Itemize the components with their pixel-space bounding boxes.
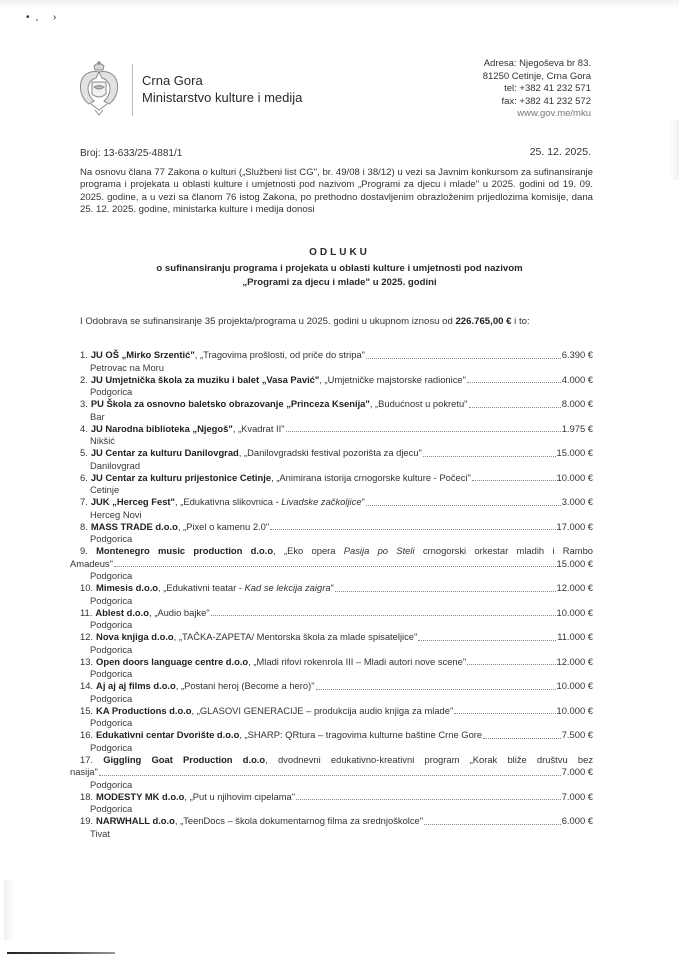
item-line: [80, 582, 593, 595]
leader-dots: [424, 824, 561, 825]
project-title-italic: Pasija po Steli: [343, 545, 415, 556]
approval-prefix: I Odobrava se sufinansiranje 35 projekta/programa u 2025. godini u ukupnom iznosu od: [80, 316, 456, 327]
list-item: [80, 521, 593, 546]
city: Tivat: [90, 827, 110, 839]
website-link[interactable]: www.gov.me/mku: [517, 108, 591, 119]
item-number: 17.: [80, 753, 94, 765]
amount: 11.000 €: [557, 631, 593, 642]
amount: 1.975 €: [561, 422, 593, 434]
project-title: , „GLASOVI GENERACIJE – produkcija audio knjiga za mlade": [191, 704, 454, 716]
item-line: [80, 631, 593, 644]
project-description: [158, 582, 334, 595]
decision-title: ODLUKU: [309, 247, 370, 258]
list-item: [80, 815, 593, 840]
organization: Aj aj aj films d.o.o: [96, 680, 176, 691]
item-number: 10.: [80, 582, 94, 593]
list-item: [80, 631, 593, 656]
project-title-end: ": [330, 582, 334, 593]
city: Podgorica: [90, 668, 133, 679]
project-title: , „TeenDocs – škola dokumentarnog filma za srednjoškolce": [174, 815, 424, 826]
project-description: [239, 447, 422, 460]
leader-dots: [114, 566, 556, 567]
leader-dots: [335, 591, 556, 592]
city: Podgorica: [90, 619, 133, 630]
item-number: 2.: [80, 373, 88, 385]
leader-dots: [467, 382, 561, 383]
organization: MODESTY MK d.o.o: [96, 790, 185, 802]
item-line: [80, 607, 593, 620]
project-description: [184, 791, 295, 804]
item-number: 6.: [80, 471, 88, 483]
project-description: [174, 631, 418, 644]
intro-paragraph: Na osnovu člana 77 Zakona o kulturi („Službeni list CG", br. 49/08 i 38/12) u vezi sa Javnim konkursom za sufinansiranje programa i projekata u oblasti kulture i umjetnosti pod nazivom „Programi za djecu i mlade" u 2025. godini od 19. 09. 2025. godine, a u vezi sa članom 76 istog Zakona, po prethodno dostavljenim obrazloženim prijedlozima komisije, dana 25. 12. 2025. godine, ministarka kulture i medija donosi: [80, 167, 593, 216]
item-number: 1.: [80, 349, 88, 360]
leader-dots: [366, 505, 561, 506]
fax-line: fax: +382 41 232 572: [501, 95, 591, 107]
organization: Ablest d.o.o: [95, 606, 149, 618]
list-item: [80, 496, 593, 521]
approval-total: 226.765,00 €: [455, 316, 512, 327]
organization: PU Škola za osnovno baletsko obrazovanje „Princeza Ksenija": [90, 398, 370, 409]
leader-dots: [211, 615, 556, 616]
item-line: [80, 656, 593, 669]
list-item: [80, 472, 593, 497]
funded-projects-list: [70, 349, 594, 840]
amount: 6.000 €: [561, 815, 593, 826]
leader-dots: [418, 640, 556, 641]
list-item: [80, 705, 593, 730]
city: Nikšić: [90, 435, 115, 446]
address-line: Adresa: Njegoševa br 83.: [483, 58, 591, 69]
item-line: [80, 374, 593, 387]
list-item: [80, 398, 593, 423]
project-description: [176, 680, 315, 693]
ministry-name: Ministarstvo kulture i medija: [142, 90, 303, 105]
amount: 10.000 €: [556, 704, 593, 716]
project-title: , „Danilovgradski festival pozorišta za djecu": [238, 447, 422, 458]
project-title: , „Mladi rifovi rokenrola III – Mladi autori nove scene": [248, 655, 467, 667]
amount: 10.000 €: [556, 471, 593, 483]
item-line: [80, 521, 593, 534]
item-number: 18.: [80, 790, 94, 802]
project-title-end: crnogorski orkestar mladih i Rambo: [414, 545, 594, 556]
item-line: [80, 545, 593, 558]
amount: 15.000 €: [556, 557, 593, 569]
organization: Edukativni centar Dvorište d.o.o: [96, 729, 240, 740]
list-item: [70, 545, 594, 582]
item-line: [80, 754, 593, 767]
item-line: [80, 447, 593, 460]
item-line: [80, 791, 593, 804]
city: Podgorica: [90, 533, 133, 544]
decision-subtitle-2: „Programi za djecu i mlade" u 2025. godini: [242, 277, 437, 288]
project-description: [370, 398, 468, 411]
item-line: [80, 398, 593, 411]
city: Podgorica: [90, 717, 133, 728]
country-name: Crna Gora: [142, 73, 203, 88]
organization: Nova knjiga d.o.o: [96, 631, 174, 642]
approval-statement: [80, 316, 530, 327]
amount: 7.000 €: [561, 766, 593, 777]
leader-dots: [423, 456, 556, 457]
list-item: [80, 607, 593, 632]
item-number: 8.: [80, 520, 88, 532]
project-description: [195, 349, 365, 362]
item-number: 15.: [80, 704, 94, 716]
project-description: [233, 423, 285, 436]
item-line: [80, 423, 593, 436]
item-line: [80, 705, 593, 718]
project-description: [271, 472, 471, 485]
item-number: 19.: [80, 815, 94, 826]
city: Podgorica: [90, 741, 133, 753]
organization: JU Umjetnička škola za muziku i balet „Vasa Pavić": [90, 373, 320, 385]
amount: 17.000 €: [556, 520, 593, 532]
document-date: 25. 12. 2025.: [529, 146, 591, 158]
leader-dots: [454, 713, 555, 714]
amount: 3.000 €: [561, 496, 593, 507]
leader-dots: [286, 431, 561, 432]
project-title: , „Umjetničke majstorske radionice": [319, 373, 466, 385]
organization: Open doors language centre d.o.o: [96, 655, 249, 667]
city: Danilovgrad: [90, 459, 141, 471]
item-line: [80, 472, 593, 485]
leader-dots: [472, 480, 556, 481]
city: Bar: [90, 410, 105, 422]
leader-dots: [469, 407, 561, 408]
city: Podgorica: [90, 803, 133, 814]
list-item: [80, 374, 593, 399]
item-line: [80, 680, 593, 693]
item-number: 12.: [80, 631, 94, 642]
item-number: 4.: [80, 422, 88, 434]
item-number: 9.: [80, 545, 88, 556]
organization: NARWHALL d.o.o: [96, 815, 175, 826]
project-description: [175, 815, 423, 828]
scan-edge-bottom: [7, 952, 115, 954]
item-number: 13.: [80, 655, 94, 667]
item-number: 14.: [80, 680, 94, 691]
organization: JU OŠ „Mirko Srzentić": [90, 349, 195, 360]
city: Podgorica: [90, 386, 133, 397]
project-title-continued: nasija": [70, 766, 98, 777]
amount: 7.000 €: [561, 790, 593, 802]
city: Podgorica: [90, 643, 133, 655]
leader-dots: [366, 358, 561, 359]
item-line: [80, 815, 593, 828]
item-number: 11.: [80, 606, 93, 618]
item-line-continued: [70, 766, 593, 779]
amount: 6.390 €: [561, 349, 593, 360]
organization: JU Centar za kulturu Danilovgrad: [90, 447, 239, 458]
organization-block: [142, 72, 302, 106]
organization: Montenegro music production d.o.o: [96, 545, 274, 556]
scan-edge-left: [4, 880, 14, 940]
scan-edge-top: [0, 0, 679, 8]
amount: 12.000 €: [556, 582, 593, 593]
header-divider: [132, 64, 133, 116]
city: Podgorica: [90, 594, 133, 606]
list-item: [80, 582, 593, 607]
list-item: [80, 423, 593, 448]
city: Herceg Novi: [90, 508, 142, 520]
project-title: , „Audio bajke": [149, 606, 210, 618]
leader-dots: [99, 775, 561, 776]
organization: JU Narodna biblioteka „Njegoš": [90, 422, 233, 434]
organization: Giggling Goat Production d.o.o: [103, 753, 266, 765]
city: Podgorica: [90, 692, 133, 704]
item-number: 3.: [80, 398, 88, 409]
project-description: [178, 521, 269, 534]
city: Podgorica: [90, 570, 133, 581]
leader-dots: [296, 799, 561, 800]
project-title-italic: Livadske začkoljice: [281, 496, 362, 507]
city: Petrovac na Moru: [90, 361, 164, 373]
project-title: , „Tragovima prošlosti, od priče do stripa": [194, 349, 366, 360]
project-description: [319, 374, 466, 387]
project-title: , „Edukativni teatar -: [158, 582, 245, 593]
leader-dots: [270, 529, 555, 530]
phone-line: tel: +382 41 232 571: [504, 83, 591, 94]
project-description: [175, 496, 365, 509]
amount: 10.000 €: [556, 680, 593, 691]
organization: JU Centar za kulturu prijestonice Cetinje: [90, 471, 272, 483]
project-title: , „Kvadrat II": [232, 422, 285, 434]
approval-suffix: i to:: [511, 316, 530, 327]
scan-marks: •, ›: [26, 12, 63, 23]
amount: 8.000 €: [561, 398, 593, 409]
project-title-end: ": [361, 496, 365, 507]
project-title-continued: Amadeus": [70, 557, 113, 569]
amount: 4.000 €: [561, 373, 593, 385]
contact-block: [483, 58, 591, 121]
list-item: [70, 753, 594, 791]
scan-edge-right: [669, 120, 679, 180]
list-item: [80, 349, 593, 374]
organization: MASS TRADE d.o.o: [90, 520, 178, 532]
organization: JUK „Herceg Fest": [90, 496, 175, 507]
project-description: [239, 729, 482, 742]
project-title: , „Budućnost u pokretu": [369, 398, 468, 409]
list-item: [80, 680, 593, 705]
project-title: , „Eko opera: [273, 545, 344, 556]
leader-dots: [316, 689, 556, 690]
amount: 12.000 €: [556, 655, 593, 667]
amount: 7.500 €: [561, 729, 593, 740]
item-number: 16.: [80, 729, 94, 740]
amount: 15.000 €: [556, 447, 593, 458]
item-line-continued: [70, 558, 593, 571]
list-item: [80, 447, 593, 472]
project-title: , dvodnevni edukativno-kreativni program „Korak bliže društvu bez: [265, 753, 594, 765]
project-title: , „Postani heroj (Become a hero)": [175, 680, 315, 691]
item-line: [80, 349, 593, 362]
project-description: [149, 607, 210, 620]
project-title: , „SHARP: QRtura – tragovima kulturne baštine Crne Gore: [239, 729, 483, 740]
leader-dots: [483, 738, 561, 739]
coat-of-arms-icon: [76, 60, 122, 116]
amount: 10.000 €: [556, 606, 593, 618]
project-description: [192, 705, 454, 718]
city: Podgorica: [90, 778, 133, 790]
item-number: 5.: [80, 447, 88, 458]
item-line: [80, 496, 593, 509]
leader-dots: [467, 664, 555, 665]
project-title: , „Animirana istorija crnogorske kulture - Počeci": [271, 471, 471, 483]
list-item: [80, 791, 593, 816]
city-line: 81250 Cetinje, Crna Gora: [482, 70, 591, 82]
project-title: , „TAČKA-ZAPETA/ Mentorska škola za mlade spisateljice": [173, 631, 418, 642]
organization: Mimesis d.o.o: [96, 582, 159, 593]
project-title: , „Pixel o kamenu 2.0": [177, 520, 270, 532]
reference-number: Broj: 13-633/25-4881/1: [80, 148, 183, 159]
item-line: [80, 729, 593, 742]
project-description: [248, 656, 466, 669]
list-item: [80, 656, 593, 681]
organization: KA Productions d.o.o: [96, 704, 192, 716]
item-number: 7.: [80, 496, 88, 507]
project-title: , „Edukativna slikovnica -: [175, 496, 282, 507]
decision-subtitle-1: o sufinansiranju programa i projekata u oblasti kulture i umjetnosti pod nazivom: [156, 263, 523, 274]
project-title: , „Put u njihovim cipelama": [184, 790, 296, 802]
list-item: [80, 729, 593, 754]
project-title-italic: Kad se lekcija zaigra: [244, 582, 331, 593]
city: Cetinje: [90, 484, 120, 495]
